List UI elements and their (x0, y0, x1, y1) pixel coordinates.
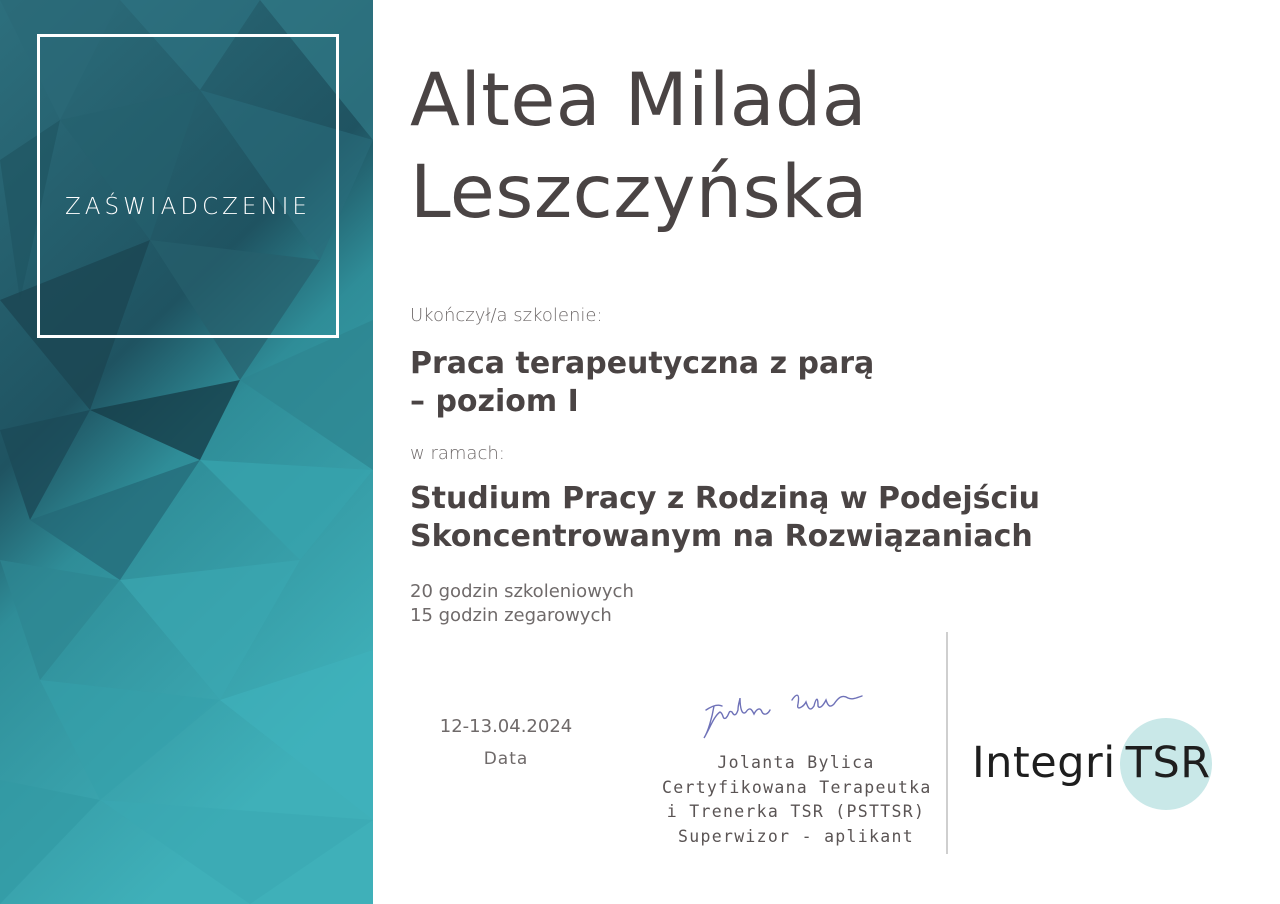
course-title (410, 345, 874, 421)
logo-text-part1: Integri (972, 738, 1116, 788)
decorative-side-panel (0, 0, 373, 904)
signer-title-line1: Certyfikowana Terapeutka (662, 777, 932, 797)
signer-title-line2: i Trenerka TSR (PSTTSR) (666, 802, 926, 821)
training-hours: 20 godzin szkoleniowych (410, 581, 634, 602)
date-value: 12-13.04.2024 (439, 716, 573, 737)
clock-hours: 15 godzin zegarowych (410, 605, 612, 626)
logo-text-part2: TSR (1125, 738, 1211, 788)
recipient-name (410, 55, 868, 239)
program-title-line2: Skoncentrowanym na Rozwiązaniach (410, 519, 1033, 554)
course-title-line1: Praca terapeutyczna z parą (410, 346, 875, 381)
vertical-divider (946, 632, 948, 854)
handwritten-signature (692, 676, 872, 746)
program-intro: w ramach: (410, 443, 505, 464)
signer-name: Jolanta Bylica (717, 753, 875, 772)
certificate-title: ZAŚWIADCZENIE (65, 194, 311, 220)
course-title-line2: – poziom I (410, 384, 579, 419)
date-label: Data (483, 749, 529, 769)
recipient-name-line2: Leszczyńska (410, 150, 868, 235)
signer-block (662, 751, 930, 849)
course-intro: Ukończył/a szkolenie: (410, 305, 603, 326)
date-block (430, 716, 582, 769)
logo-text (972, 738, 1211, 788)
integritsr-logo (968, 716, 1218, 816)
signer-title-line3: Superwizor - aplikant (678, 826, 914, 846)
certificate-title-frame (37, 34, 339, 338)
hours-info (410, 580, 634, 628)
recipient-name-line1: Altea Milada (410, 58, 868, 143)
program-title (410, 480, 1040, 556)
program-title-line1: Studium Pracy z Rodziną w Podejściu (410, 481, 1040, 516)
